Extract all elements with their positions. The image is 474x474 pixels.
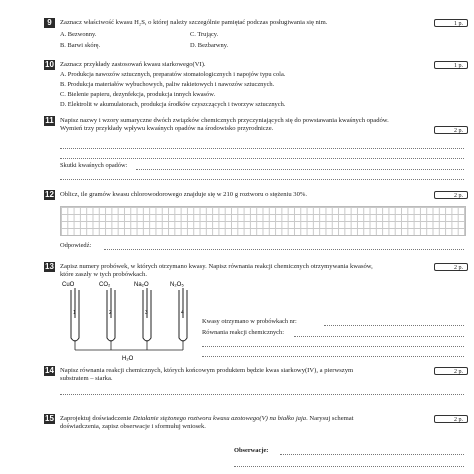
calculation-grid[interactable] [60, 206, 466, 236]
answer-line[interactable] [202, 356, 464, 357]
question-text-a: Zaprojektuj doświadczenie [60, 415, 133, 422]
option-c[interactable]: C. Trujący. [190, 31, 219, 38]
tube-3 [134, 282, 151, 350]
answer-label: Odpowiedź: [60, 242, 92, 249]
answer-line[interactable] [136, 169, 464, 170]
tube-1 [62, 282, 79, 350]
tube-number: 3 [145, 310, 148, 316]
points-box: 2 p. [434, 367, 468, 375]
question-text: Zaznacz przykłady zastosowań kwasu siarkowego(VI). [60, 61, 206, 68]
answer-line[interactable] [60, 394, 464, 395]
question-text: Zaznacz właściwość kwasu H₂S, o której należy szczególnie pamiętać podczas posługiwania się nim. [60, 19, 328, 26]
question-text-italic: Działanie stężonego roztworu kwasu azotowego(V) na białko jaja [132, 415, 307, 422]
question-number: 13 [45, 262, 54, 271]
answer-line[interactable] [60, 148, 464, 149]
worksheet-frame [44, 0, 474, 474]
answer-line[interactable] [294, 336, 464, 337]
tube-number: 4 [181, 310, 184, 316]
equations-label: Równania reakcji chemicznych: [202, 329, 284, 336]
water-label: H₂O [122, 356, 134, 362]
acids-label: Kwasy otrzymano w probówkach nr: [202, 318, 297, 325]
answer-line[interactable] [324, 325, 464, 326]
points-box: 2 p. [434, 415, 468, 423]
question-text [60, 415, 380, 431]
tube-label: Na₂O [134, 282, 149, 288]
points-box: 2 p. [434, 191, 468, 199]
question-number: 14 [45, 366, 54, 375]
question-number: 15 [45, 414, 54, 423]
question-text: Napisz równania reakcji chemicznych, których końcowym produktem będzie kwas siarkowy(IV), a pierwszym substratem – siarka. [60, 367, 354, 383]
test-tubes-diagram [58, 278, 208, 364]
question-number: 11 [45, 116, 54, 125]
points-box: 2 p. [434, 126, 468, 134]
question-text: Oblicz, ile gramów kwasu chlorowodorowego znajduje się w 210 g roztworu o stężeniu 30%. [60, 191, 308, 198]
question-number: 9 [44, 18, 55, 28]
points-box: 1 p. [434, 19, 468, 27]
tube-label: CuO [62, 282, 75, 288]
question-number: 10 [45, 60, 54, 69]
tube-label: CO₂ [99, 282, 111, 288]
option-b[interactable]: B. Barwi skórę. [60, 42, 101, 49]
tube-label: N₂O₅ [170, 282, 184, 288]
tube-number: 2 [109, 310, 112, 316]
answer-line[interactable] [202, 346, 464, 347]
answer-line[interactable] [60, 179, 464, 180]
tube-2 [99, 282, 115, 350]
option-a[interactable]: A. Produkcja nawozów sztucznych, preparatów stomatologicznych i napojów typu cola. [60, 71, 286, 78]
option-d[interactable]: D. Bezbarwny. [190, 42, 229, 49]
answer-line[interactable] [60, 158, 464, 159]
question-text: Zapisz numery probówek, w których otrzymano kwasy. Napisz równania reakcji chemicznych otrzymywania kwasów, które zaszły w tych probówkach. [60, 263, 373, 279]
question-number: 12 [45, 190, 54, 199]
option-b[interactable]: B. Produkcja materiałów wybuchowych, paliw rakietowych i nawozów sztucznych. [60, 81, 275, 88]
answer-line[interactable] [280, 454, 464, 455]
option-c[interactable]: C. Bielenie papieru, dezynfekcja, produkcja innych kwasów. [60, 91, 216, 98]
observations-label: Obserwacje: [234, 447, 269, 454]
points-box: 2 p. [434, 263, 468, 271]
option-a[interactable]: A. Bezwonny. [60, 31, 97, 38]
answer-line[interactable] [104, 249, 464, 250]
answer-label: Skutki kwaśnych opadów: [60, 162, 128, 169]
question-text-b: . Narysuj schemat doświadczenia, zapisz obserwacje i sformułuj wniosek. [60, 415, 354, 431]
tube-4 [170, 282, 187, 350]
option-d[interactable]: D. Elektrolit w akumulatorach, produkcja środków czyszczących i tworzyw sztucznych. [60, 101, 286, 108]
points-box: 1 p. [434, 61, 468, 69]
question-text: Napisz nazwy i wzory sumaryczne dwóch związków chemicznych przyczyniających się do powstawania kwaśnych opadów. Wymień trzy przykłady wpływu kwaśnych opadów na środowisko przyrodnicze. [60, 117, 389, 133]
tube-number: 1 [73, 310, 76, 316]
answer-line[interactable] [234, 466, 464, 467]
